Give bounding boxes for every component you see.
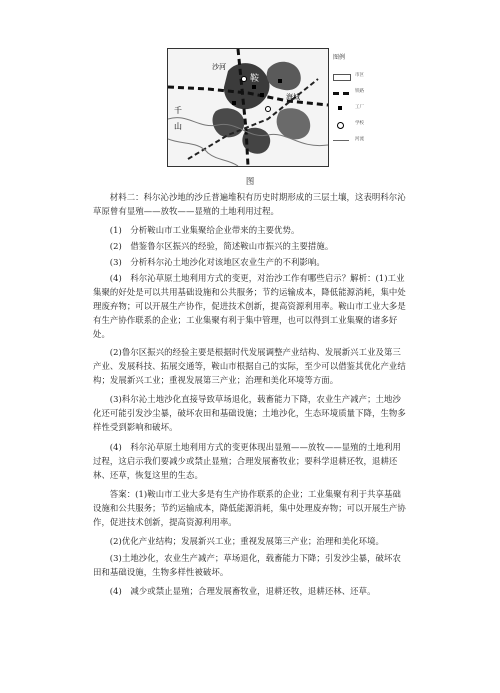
river-icon bbox=[333, 140, 349, 141]
school-icon bbox=[337, 122, 344, 129]
map-figure bbox=[167, 48, 329, 167]
answer-4: (4) 减少或禁止显殖；合理发展畜牧业，退耕还牧，退耕还林、还草。 bbox=[109, 586, 376, 596]
answer-1: 答案：(1)鞍山市工业大多是有生产协作联系的企业；工业集聚有利于共享基础设施和公共服务；节约运输成本，降低能源消耗，集中处理废弃物；可以开展生产协作，促进技术创新，提高资源利用率。 bbox=[93, 489, 406, 527]
school-marker bbox=[266, 107, 271, 112]
legend-label: 铁路 bbox=[355, 89, 364, 94]
map-label: 山 bbox=[174, 122, 182, 131]
question-2: (2) 借鉴鲁尔区振兴的经验，简述鞍山市振兴的主要措施。 bbox=[109, 241, 334, 251]
legend-label: 市区 bbox=[355, 73, 364, 78]
map-label: 鞍 bbox=[250, 74, 260, 84]
map-legend bbox=[333, 52, 391, 167]
factory-marker bbox=[278, 79, 282, 83]
question-3: (3) 分析科尔沁土地沙化对该地区农业生产的不利影响。 bbox=[109, 257, 325, 267]
legend-label: 工厂 bbox=[355, 105, 364, 110]
factory-icon bbox=[338, 106, 342, 110]
legend-label: 学校 bbox=[355, 121, 364, 126]
question-1: (1) 分析鞍山市工业集聚给企业带来的主要优势。 bbox=[109, 225, 300, 235]
map-label: 海城 bbox=[286, 93, 300, 101]
factory-marker bbox=[260, 93, 264, 97]
legend-title: 图例 bbox=[333, 54, 346, 61]
legend-item-river bbox=[333, 136, 393, 144]
analysis-4: (4) 科尔沁草原土地利用方式的变更体现出显殖——放牧——显殖的土地利用过程，这启示我们要减少或禁止显殖；合理发展畜牧业；要科学退耕还牧，退耕还林、还草，恢复这里的生态。 bbox=[93, 442, 401, 480]
legend-item-railway bbox=[333, 88, 393, 96]
analysis-2: (2)鲁尔区振兴的经验主要是根据时代发展调整产业结构、发展新兴工业及第三产业、发展科技、拓展交通等，鞍山市根据自己的实际，至少可以借鉴其优化产业结构；发展新兴工业；重视发展第三产业；治理和美化环境等方面。 bbox=[93, 347, 406, 385]
legend-item-urban bbox=[333, 72, 393, 80]
urban-area-icon bbox=[333, 74, 351, 81]
factory-marker bbox=[252, 85, 256, 89]
map-drawing bbox=[168, 49, 328, 166]
map-label: 千 bbox=[174, 106, 182, 115]
railway-icon bbox=[333, 92, 349, 95]
answer-3: (3)土地沙化，农业生产减产；草场退化，载畜能力下降；引发沙尘暴，破坏农田和基础设施，生物多样性被破坏。 bbox=[93, 553, 401, 577]
material-paragraph: 材料二：科尔沁沙地的沙丘普遍堆积有历史时期形成的三层土壤，这表明科尔沁草原曾有显殖——放牧——显殖的土地利用过程。 bbox=[93, 192, 406, 216]
map-label: 沙河 bbox=[212, 63, 226, 71]
analysis-3: (3)科尔沁土地沙化直接导致草场退化，载畜能力下降，农业生产减产；土地沙化还可能引发沙尘暴，破坏农田和基础设施；土地沙化，生态环境质量下降，生物多样性受到影响和破坏。 bbox=[93, 394, 406, 432]
legend-label: 河流 bbox=[355, 137, 364, 142]
legend-item-school bbox=[333, 120, 393, 128]
legend-item-factory bbox=[333, 104, 393, 112]
figure-caption: 图 bbox=[245, 176, 255, 186]
answer-2: (2)优化产业结构；发展新兴工业；重视发展第三产业；治理和美化环境。 bbox=[109, 536, 385, 546]
factory-marker bbox=[232, 101, 236, 105]
school-marker bbox=[242, 77, 247, 82]
question-4-analysis: (4) 科尔沁草原土地利用方式的变更，对治沙工作有哪些启示？解析：(1)工业集聚的好处是可以共用基础设施和公共服务；节约运输成本，降低能源消耗，集中处理废弃物；可以开展生产协作，促进技术创新，提高资源利用率。鞍山市工业大多是有生产协作联系的企业；工业集聚有利于集中管理，也可以得到工业集聚的诸多好处。 bbox=[93, 273, 406, 339]
